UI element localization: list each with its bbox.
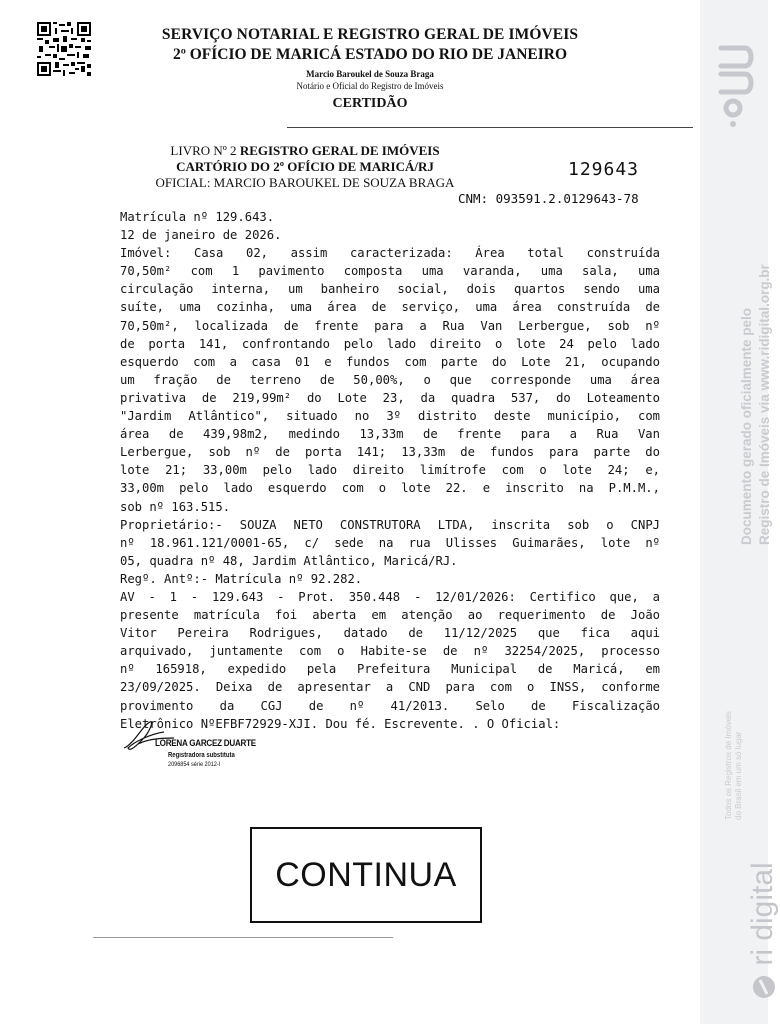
- book-officer: OFICIAL: MARCIO BAROUKEL DE SOUZA BRAGA: [155, 175, 455, 190]
- ridigital-logo-icon: [751, 974, 777, 1000]
- sidebar-tagline-line2: do Brasil em um só lugar: [734, 731, 743, 820]
- ridigital-brand: [746, 862, 780, 1000]
- body-line: Vitor Pereira Rodrigues, datado de 11/12/2025 que fica aqui: [120, 626, 660, 641]
- body-line: de porta 141, confrontando pelo lado direito o lote 24 pelo lado: [120, 336, 660, 351]
- book-registry-title: REGISTRO GERAL DE IMÓVEIS: [239, 143, 440, 158]
- body-line: Proprietário:- SOUZA NETO CONSTRUTORA LTDA, inscrita sob o CNPJ: [120, 517, 660, 532]
- sidebar-notice-line2: Registro de Imóveis via www.ridigital.org.br: [757, 264, 772, 545]
- continua-label: CONTINUA: [275, 855, 457, 894]
- body-line: Eletrônico NºEFBF72929-XJI. Dou fé. Escrevente. . O Oficial:: [120, 716, 561, 731]
- book-title: [140, 143, 470, 159]
- notary-header: [120, 25, 620, 113]
- sidebar-notice-line1: Documento gerado oficialmente pelo: [739, 307, 754, 545]
- book-prefix: LIVRO Nº 2: [170, 143, 237, 158]
- body-line: área de 439,98m2, medindo 13,33m de frente para a Rua Van: [120, 427, 660, 442]
- body-line: 70,50m², localizada de frente para a Rua Van Lerbergue, sob nº: [120, 318, 660, 333]
- body-line: nº 18.961.121/0001-65, c/ sede na rua Ulisses Guimarães, lote nº: [120, 535, 660, 550]
- header-title-line2: 2º OFÍCIO DE MARICÁ ESTADO DO RIO DE JANEIRO: [172, 46, 568, 63]
- book-header: [140, 143, 470, 191]
- official-name: Marcio Baroukel de Souza Braga: [306, 69, 434, 79]
- body-line: esquerdo com a casa 01 e fundos com parte do Lote 21, ocupando: [120, 354, 660, 369]
- signer-role: Registradora substituta: [168, 752, 235, 759]
- body-line: arquivado, juntamente com o Habite-se de nº 32254/2025, processo: [120, 644, 660, 659]
- book-office: CARTÓRIO DO 2º OFÍCIO DE MARICÁ/RJ: [176, 159, 434, 174]
- cnm-code: CNM: 093591.2.0129643-78: [458, 191, 639, 206]
- body-line: Regº. Antº:- Matrícula nº 92.282.: [120, 571, 363, 586]
- signer-name: LORENA GARCEZ DUARTE: [155, 738, 256, 749]
- onr-logo-icon: [711, 40, 757, 130]
- body-line: privativa de 219,99m² do Lote 23, da quadra 537, do Loteamento: [120, 390, 660, 405]
- signer-code: 2096854 série 2012-I: [168, 761, 221, 768]
- body-line: AV - 1 - 129.643 - Prot. 350.448 - 12/01/2026: Certifico que, a: [120, 589, 660, 604]
- body-line: lote 21; 33,00m pelo lado direito limítrofe com o lote 24; e,: [120, 463, 660, 478]
- body-line: 23/09/2025. Deixa de apresentar a CND para com o INSS, conforme: [120, 680, 660, 695]
- body-line: suíte, uma cozinha, uma área de serviço, uma área construída de: [120, 300, 660, 315]
- body-line: Imóvel: Casa 02, assim caracterizada: Área total construída: [120, 246, 660, 261]
- bottom-divider: [93, 937, 393, 938]
- body-line: provimento da CGJ de nº 41/2013. Selo de Fiscalização: [120, 698, 660, 713]
- body-line: 70,50m² com 1 pavimento composta uma varanda, uma sala, uma: [120, 264, 660, 279]
- signature-block: [120, 718, 300, 778]
- body-line: 33,00m pelo lado esquerdo com o lote 22. e inscrito na P.M.M.,: [120, 481, 660, 496]
- header-title-line1: SERVIÇO NOTARIAL E REGISTRO GERAL DE IMÓVEIS: [161, 26, 579, 43]
- body-line: nº 165918, expedido pela Prefeitura Municipal de Maricá, em: [120, 662, 660, 677]
- body-line: presente matrícula foi aberta em atenção ao requerimento de João: [120, 608, 660, 623]
- continua-box: [250, 827, 482, 923]
- body-line: 12 de janeiro de 2026.: [120, 228, 282, 243]
- official-role: Notário e Oficial do Registro de Imóveis: [296, 81, 444, 91]
- sidebar-tagline-line1: Todos os Registros de Imóveis: [724, 711, 733, 820]
- matricula-number: 129643: [568, 159, 640, 180]
- registry-body-text: [120, 208, 660, 733]
- body-line: 05, quadra nº 48, Jardim Atlântico, Maricá/RJ.: [120, 553, 458, 568]
- header-divider: [287, 127, 693, 128]
- body-line: Lerbergue, sob nº de porta 141; 13,33m de fundos para parte do: [120, 445, 660, 460]
- body-line: "Jardim Atlântico", situado no 3º distrito deste município, com: [120, 409, 660, 424]
- sidebar-notice: [738, 264, 774, 545]
- document-type: CERTIDÃO: [332, 96, 408, 111]
- body-line: um fração de terreno de 50,00%, o que corresponde uma área: [120, 372, 660, 387]
- body-line: sob nº 163.515.: [120, 499, 231, 514]
- body-line: circulação interna, um banheiro social, dois quartos sendo uma: [120, 282, 660, 297]
- body-line: Matrícula nº 129.643.: [120, 210, 275, 224]
- sidebar-tagline: [724, 711, 744, 820]
- ridigital-brand-text: ri digital: [746, 862, 779, 966]
- qr-code-icon: [37, 22, 91, 76]
